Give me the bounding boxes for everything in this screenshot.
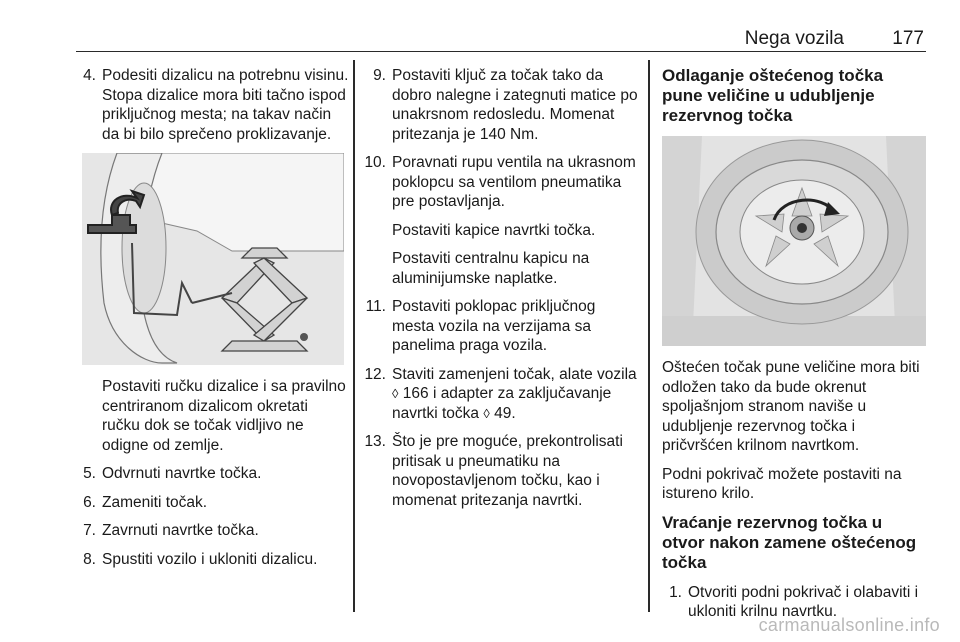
step-text: Poravnati rupu ventila na ukrasnom poklopcu sa ventilom pneumatika pre postavljanja. [392,154,636,210]
paragraph: Podni pokrivač možete postaviti na istureno krilo. [662,465,902,502]
column-middle [358,66,640,519]
spare-wheel-illustration [662,136,926,346]
step-text: Odvrnuti navrtke točka. [102,465,262,482]
step-number: 8. [83,550,96,568]
step-text: Podesiti dizalicu na potrebnu visinu. Stopa dizalice mora biti tačno ispod priključnog mesta; na takav način da bi bilo sprečeno proklizavanje. [102,67,349,143]
paragraph: Oštećen točak pune veličine mora biti odložen tako da bude okrenut spoljašnjom stranom naviše u udubljenje rezervnog točka i pričvršćen krilnom navrtkom. [662,359,920,454]
watermark: carmanualsonline.info [758,615,940,635]
step-text: Otvoriti podni pokrivač i olabaviti i ukloniti krilnu navrtku. [688,583,919,620]
section-heading: Odlaganje oštećenog točka pune veličine u udubljenje rezervnog točka [662,66,884,125]
list-item [358,297,640,356]
step-number: 13. [364,433,386,450]
page-ref-arrow-icon: ◊ [483,405,490,421]
column-right [662,66,928,631]
page-number: 177 [892,28,924,49]
step-number: 12. [364,365,386,383]
page-ref[interactable]: 49. [494,404,516,422]
step-number: 10. [364,154,386,171]
step-number: 4. [83,67,96,84]
list-item [82,493,350,513]
step-number: 11. [365,298,386,315]
section-title: Nega vozila [744,28,844,49]
list-item [358,66,640,144]
column-divider [353,60,355,612]
step-text: Zavrnuti navrtke točka. [102,522,259,539]
header-rule [76,51,926,53]
jack-illustration [82,153,344,365]
step-text: Spustiti vozilo i ukloniti dizalicu. [102,550,318,568]
list-item [82,464,350,484]
step-continuation: Postaviti ručku dizalice i sa pravilno centriranom dizalicom okretati ručku dok se točak vidljivo ne odigne od zemlje. [102,378,346,454]
step-number: 5. [83,465,96,482]
step-number: 7. [83,522,96,539]
step-text: Zameniti točak. [102,493,208,511]
list-item [358,365,640,424]
step-subtext: Postaviti centralnu kapicu na aluminijumske naplatke. [392,250,590,287]
step-text: Staviti zamenjeni točak, alate vozila ◊ 166 i adapter za zaključavanje navrtki točka ◊ 49. [392,365,637,422]
page-ref[interactable]: 166 [402,385,429,402]
step-text: Postaviti ključ za točak tako da dobro nalegne i zategnuti matice po unakrsnom redosledu. Momenat pritezanja je 140 Nm. [392,67,638,143]
page-ref-arrow-icon: ◊ [392,386,399,401]
list-item [358,432,640,510]
step-number: 6. [83,493,96,511]
step-text: Što je pre moguće, prekontrolisati pritisak u pneumatiku na novopostavljenom točku, kao i momenat pritezanja navrtki. [392,433,623,509]
list-item [358,153,640,288]
list-item [82,550,350,570]
column-left [82,66,350,578]
section-heading: Vraćanje rezervnog točka u otvor nakon zamene oštećenog točka [662,512,917,572]
page-header [76,24,926,52]
step-subtext: Postaviti kapice navrtki točka. [392,221,596,239]
list-item [82,377,350,455]
column-divider [648,60,650,612]
step-number: 9. [373,67,386,84]
list-item [82,66,350,144]
list-item [82,521,350,541]
step-number: 1. [669,583,682,601]
step-text: Postaviti poklopac priključnog mesta vozila na verzijama sa panelima praga vozila. [392,298,596,354]
